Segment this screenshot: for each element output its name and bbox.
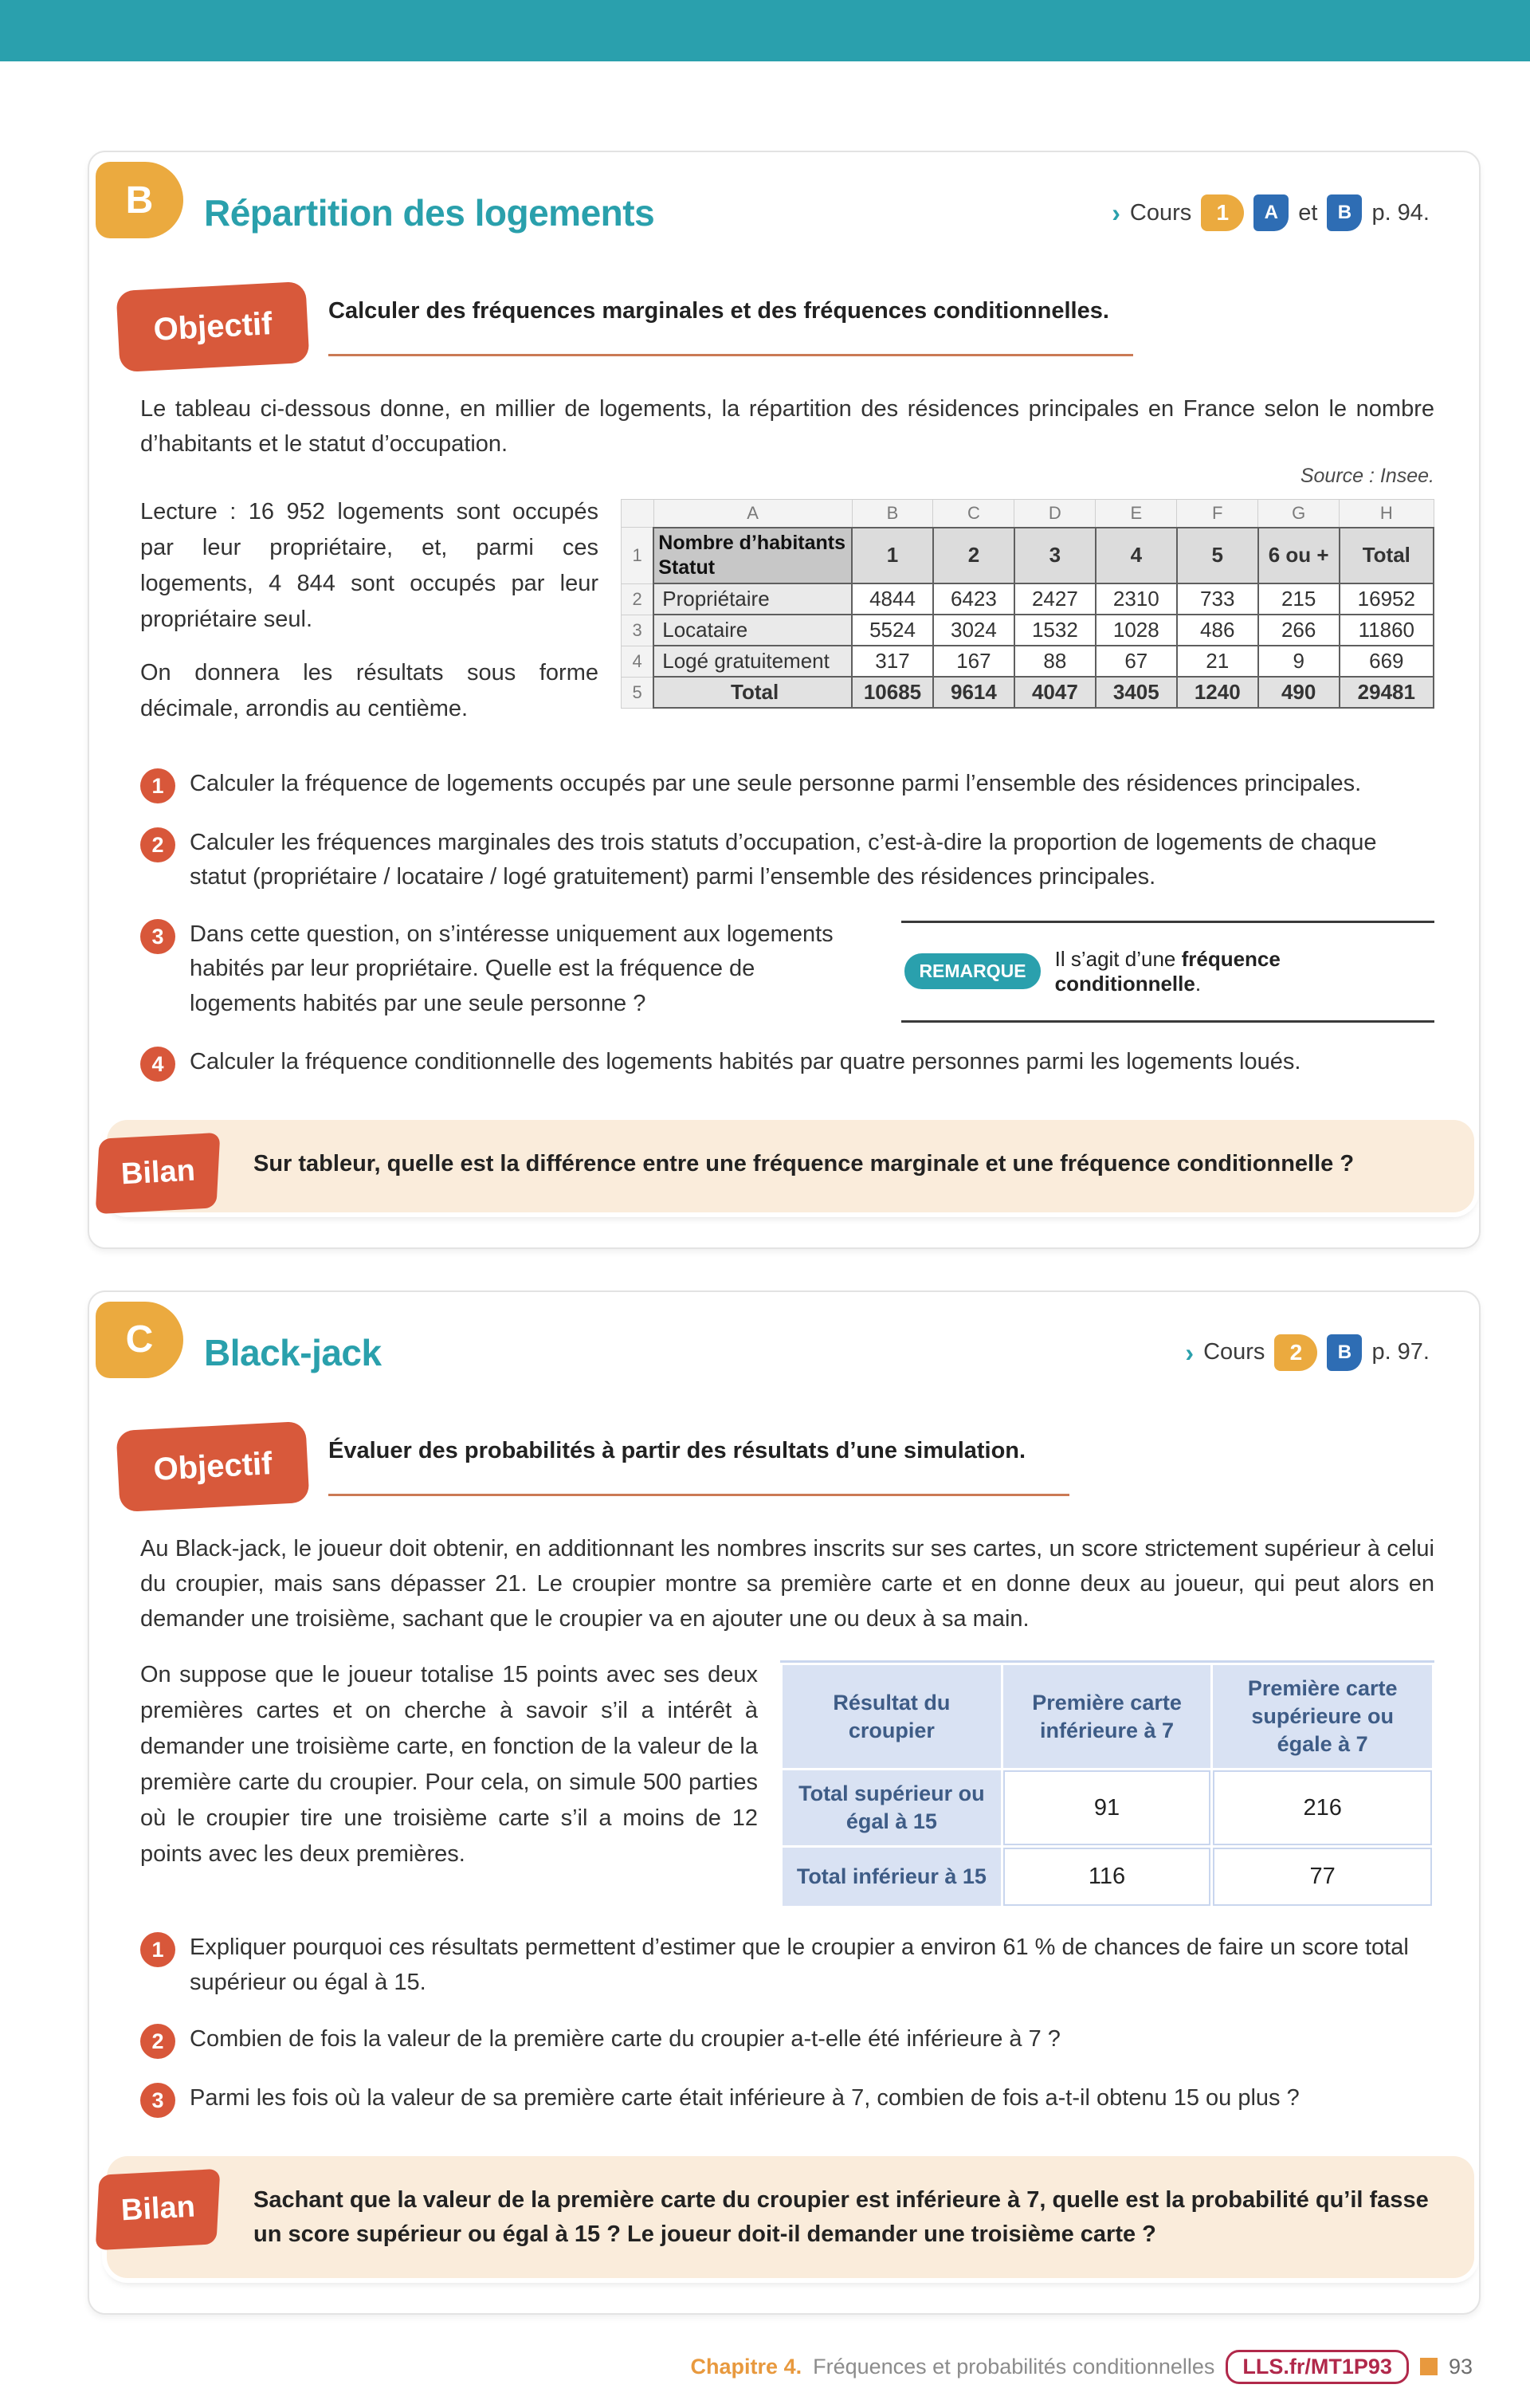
source-caption: Source : Insee. bbox=[1300, 465, 1434, 488]
sheet-cell: 317 bbox=[852, 646, 933, 677]
question-3-and-remark bbox=[140, 917, 1434, 1023]
objectif-block bbox=[140, 1426, 1434, 1507]
sheet-col-letter: F bbox=[1177, 500, 1258, 528]
section-b-course-reference[interactable] bbox=[1112, 194, 1434, 231]
sheet-cell: 1240 bbox=[1177, 677, 1258, 708]
a1-line1: Nombre d’habitants bbox=[658, 531, 846, 554]
blackjack-col-header: Première carte supérieure ou égale à 7 bbox=[1213, 1665, 1432, 1768]
bilan-badge-label: Bilan bbox=[120, 1153, 196, 1192]
blackjack-cell: 77 bbox=[1213, 1848, 1432, 1906]
intro-paragraph: Au Black-jack, le joueur doit obtenir, en additionnant les nombres inscrits sur ses cartes, un score strictement supérieur à celui du croupier, mais sans dépasser 21. Le croupier montre sa première carte et en donne deux au joueur, qui peut alors en demander une troisième, sachant que le croupier va en ajouter une ou deux à sa main. bbox=[140, 1535, 1434, 1632]
sheet-cell: 2 bbox=[933, 528, 1014, 584]
objectif-badge: Objectif bbox=[116, 1421, 309, 1512]
sheet-cell: 3405 bbox=[1096, 677, 1177, 708]
lecture-and-table bbox=[140, 494, 1434, 744]
chapter-title: Fréquences et probabilités conditionnelles bbox=[813, 2354, 1215, 2379]
sheet-cell: 669 bbox=[1340, 646, 1434, 677]
bilan-badge bbox=[96, 2169, 221, 2250]
sheet-row-number: 1 bbox=[622, 528, 654, 584]
objectif-badge: Objectif bbox=[116, 281, 309, 372]
question-2 bbox=[140, 2022, 1434, 2059]
question-3 bbox=[140, 917, 865, 1023]
sheet-cell: 490 bbox=[1258, 677, 1340, 708]
sheet-cell: 266 bbox=[1258, 615, 1340, 646]
blackjack-cell: 91 bbox=[1003, 1770, 1211, 1845]
question-number-badge: 1 bbox=[140, 768, 175, 803]
blackjack-cell: 116 bbox=[1003, 1848, 1211, 1906]
section-b-header bbox=[125, 152, 1434, 254]
sheet-corner bbox=[622, 500, 654, 528]
question-number-badge: 2 bbox=[140, 2024, 175, 2059]
sheet-row-number: 3 bbox=[622, 615, 654, 646]
course-letter-b-badge[interactable]: B bbox=[1327, 194, 1362, 231]
blackjack-cell: 216 bbox=[1213, 1770, 1432, 1845]
remark-text-before: Il s’agit d’une bbox=[1054, 946, 1182, 971]
sheet-cell: 215 bbox=[1258, 583, 1340, 615]
bilan-badge-label: Bilan bbox=[120, 2190, 196, 2229]
question-text: Parmi les fois où la valeur de sa première carte était inférieure à 7, combien de fois a-t-il obtenu 15 ou plus ? bbox=[190, 2085, 1300, 2111]
sheet-col-letter: B bbox=[852, 500, 933, 528]
question-number-badge: 2 bbox=[140, 827, 175, 862]
question-number-badge: 3 bbox=[140, 919, 175, 954]
sheet-cell: 167 bbox=[933, 646, 1014, 677]
question-text: Expliquer pourquoi ces résultats permettent d’estimer que le croupier a environ 61 % de chances de faire un score total supérieur ou égal à 15. bbox=[190, 1935, 1409, 1995]
sheet-cell: 4844 bbox=[852, 583, 933, 615]
remark-text bbox=[1055, 947, 1431, 996]
bilan-text: Sachant que la valeur de la première carte du croupier est inférieure à 7, quelle est la probabilité qu’il fasse un score supérieur ou égal à 15 ? Le joueur doit-il demander une troisième carte ? bbox=[253, 2187, 1429, 2247]
page-number: 93 bbox=[1448, 2354, 1473, 2379]
question-1 bbox=[140, 767, 1434, 803]
top-band bbox=[0, 0, 1530, 61]
sheet-total-row bbox=[622, 677, 1434, 708]
question-number-badge: 3 bbox=[140, 2083, 175, 2118]
bilan-text: Sur tableur, quelle est la différence entre une fréquence marginale et une fréquence conditionnelle ? bbox=[253, 1150, 1355, 1177]
sheet-cell: 486 bbox=[1177, 615, 1258, 646]
sheet-col-letter: H bbox=[1340, 500, 1434, 528]
sheet-cell: 733 bbox=[1177, 583, 1258, 615]
sheet-data-row bbox=[622, 646, 1434, 677]
sheet-cell: 3 bbox=[1014, 528, 1096, 584]
bilan-box bbox=[107, 2156, 1474, 2277]
blackjack-data-row bbox=[783, 1770, 1432, 1845]
section-c-header bbox=[125, 1292, 1434, 1394]
course-number-badge[interactable]: 2 bbox=[1274, 1334, 1317, 1371]
sheet-col-letter: A bbox=[653, 500, 852, 528]
sheet-cell: 16952 bbox=[1340, 583, 1434, 615]
sheet-col-letter: G bbox=[1258, 500, 1340, 528]
sheet-cell: 5 bbox=[1177, 528, 1258, 584]
sheet-cell: 67 bbox=[1096, 646, 1177, 677]
course-separator: et bbox=[1298, 199, 1318, 226]
question-text: Dans cette question, on s’intéresse uniquement aux logements habités par leur propriétaire. Quelle est la fréquence de logements habités par une seule personne ? bbox=[190, 921, 834, 1016]
question-1 bbox=[140, 1931, 1434, 2000]
section-c-title: Black-jack bbox=[204, 1331, 382, 1373]
sheet-cell: 9 bbox=[1258, 646, 1340, 677]
sheet-row-head: Total bbox=[653, 677, 852, 708]
sheet-cell: 6423 bbox=[933, 583, 1014, 615]
spreadsheet-table bbox=[621, 499, 1434, 709]
sheet-cell: 2310 bbox=[1096, 583, 1177, 615]
section-b-card bbox=[88, 151, 1481, 1249]
objectif-block bbox=[140, 286, 1434, 367]
course-label: Cours bbox=[1129, 199, 1192, 226]
sheet-a1-cell bbox=[653, 528, 852, 584]
sheet-cell: 21 bbox=[1177, 646, 1258, 677]
section-c-course-reference[interactable] bbox=[1185, 1334, 1434, 1371]
sheet-cell: 29481 bbox=[1340, 677, 1434, 708]
chevron-icon: › bbox=[1185, 1338, 1195, 1367]
a1-line2: Statut bbox=[658, 556, 716, 579]
objectif-text: Évaluer des probabilités à partir des résultats d’une simulation. bbox=[328, 1426, 1069, 1496]
lecture-paragraph: Lecture : 16 952 logements sont occupés par leur propriétaire, et, parmi ces logements, 4 844 sont occupés par leur propriétaire seul. bbox=[140, 499, 598, 632]
sheet-col-letter: C bbox=[933, 500, 1014, 528]
course-label: Cours bbox=[1203, 1339, 1265, 1365]
sheet-cell: 11860 bbox=[1340, 615, 1434, 646]
question-text: Calculer la fréquence conditionnelle des logements habités par quatre personnes parmi les logements loués. bbox=[190, 1048, 1301, 1074]
objectif-text: Calculer des fréquences marginales et des fréquences conditionnelles. bbox=[328, 286, 1133, 356]
question-2 bbox=[140, 826, 1434, 895]
chapter-label: Chapitre 4. bbox=[690, 2354, 802, 2379]
course-page: p. 94. bbox=[1371, 199, 1430, 226]
section-b-badge: B bbox=[96, 162, 183, 238]
simulation-and-table bbox=[140, 1657, 1434, 1908]
sheet-row-head: Locataire bbox=[653, 615, 852, 646]
remark-text-after: . bbox=[1195, 971, 1202, 996]
sheet-col-letter: D bbox=[1014, 500, 1096, 528]
sheet-cell: 88 bbox=[1014, 646, 1096, 677]
question-text: Combien de fois la valeur de la première carte du croupier a-t-elle été inférieure à 7 ? bbox=[190, 2026, 1061, 2052]
sheet-row-number: 5 bbox=[622, 677, 654, 708]
blackjack-col-header: Première carte inférieure à 7 bbox=[1003, 1665, 1211, 1768]
sheet-cell: 3024 bbox=[933, 615, 1014, 646]
sheet-cell: 4 bbox=[1096, 528, 1177, 584]
sheet-row-head: Propriétaire bbox=[653, 583, 852, 615]
sheet-cell: 6 ou + bbox=[1258, 528, 1340, 584]
lls-link-code[interactable]: LLS.fr/MT1P93 bbox=[1226, 2350, 1409, 2384]
course-number-badge[interactable]: 1 bbox=[1201, 194, 1244, 231]
simulation-paragraph: On suppose que le joueur totalise 15 points avec ses deux premières cartes et on cherche à savoir s’il a intérêt à demander une troisième carte, en fonction de la valeur de la première carte du croupier. Pour cela, on simule 500 parties où le croupier tire une troisième carte s’il a moins de 12 points avec les deux premières. bbox=[140, 1662, 758, 1867]
section-b-title: Répartition des logements bbox=[204, 192, 655, 234]
page-marker-icon bbox=[1420, 2358, 1438, 2375]
sheet-cell: Total bbox=[1340, 528, 1434, 584]
section-c-card bbox=[88, 1290, 1481, 2315]
question-number-badge: 1 bbox=[140, 1932, 175, 1967]
sheet-cell: 5524 bbox=[852, 615, 933, 646]
course-page: p. 97. bbox=[1371, 1339, 1430, 1365]
question-text: Calculer les fréquences marginales des trois statuts d’occupation, c’est-à-dire la proportion de logements de chaque statut (propriétaire / locataire / logé gratuitement) parmi l’ensemble des résidences principales. bbox=[190, 829, 1377, 890]
course-letter-a-badge[interactable]: A bbox=[1253, 194, 1289, 231]
question-3 bbox=[140, 2081, 1434, 2118]
sheet-cell: 4047 bbox=[1014, 677, 1096, 708]
sheet-cell: 1028 bbox=[1096, 615, 1177, 646]
question-text: Calculer la fréquence de logements occupés par une seule personne parmi l’ensemble des résidences principales. bbox=[190, 770, 1362, 796]
bilan-badge bbox=[96, 1133, 221, 1214]
remark-text-bold: fréquence conditionnelle bbox=[1054, 946, 1281, 996]
sheet-row-number: 4 bbox=[622, 646, 654, 677]
intro-paragraph: Le tableau ci-dessous donne, en millier de logements, la répartition des résidences principales en France selon le nombre d’habitants et le statut d’occupation. bbox=[140, 396, 1434, 458]
sheet-cell: 1532 bbox=[1014, 615, 1096, 646]
bilan-box bbox=[107, 1120, 1474, 1212]
remark-badge: REMARQUE bbox=[904, 953, 1040, 989]
chevron-icon: › bbox=[1112, 198, 1120, 227]
sheet-row-head: Logé gratuitement bbox=[653, 646, 852, 677]
remark-block bbox=[901, 921, 1434, 1023]
question-number-badge: 4 bbox=[140, 1047, 175, 1082]
sheet-col-letter: E bbox=[1096, 500, 1177, 528]
question-4 bbox=[140, 1045, 1434, 1082]
sheet-data-row bbox=[622, 615, 1434, 646]
sheet-letter-row bbox=[622, 500, 1434, 528]
section-c-badge: C bbox=[96, 1302, 183, 1378]
sheet-data-row bbox=[622, 583, 1434, 615]
blackjack-table bbox=[780, 1660, 1434, 1908]
blackjack-row-header: Total supérieur ou égal à 15 bbox=[783, 1770, 1001, 1845]
blackjack-corner-header: Résultat du croupier bbox=[783, 1665, 1001, 1768]
blackjack-row-header: Total inférieur à 15 bbox=[783, 1848, 1001, 1906]
lecture-column bbox=[140, 494, 598, 744]
page-footer bbox=[0, 2350, 1473, 2384]
sheet-cell: 1 bbox=[852, 528, 933, 584]
sheet-row-number: 2 bbox=[622, 583, 654, 615]
sheet-cell: 2427 bbox=[1014, 583, 1096, 615]
sheet-cell: 9614 bbox=[933, 677, 1014, 708]
sheet-header-row bbox=[622, 528, 1434, 584]
instruction-paragraph: On donnera les résultats sous forme décimale, arrondis au centième. bbox=[140, 659, 598, 721]
blackjack-header-row bbox=[783, 1665, 1432, 1768]
course-letter-b-badge[interactable]: B bbox=[1327, 1334, 1362, 1371]
sheet-cell: 10685 bbox=[852, 677, 933, 708]
blackjack-data-row bbox=[783, 1848, 1432, 1906]
